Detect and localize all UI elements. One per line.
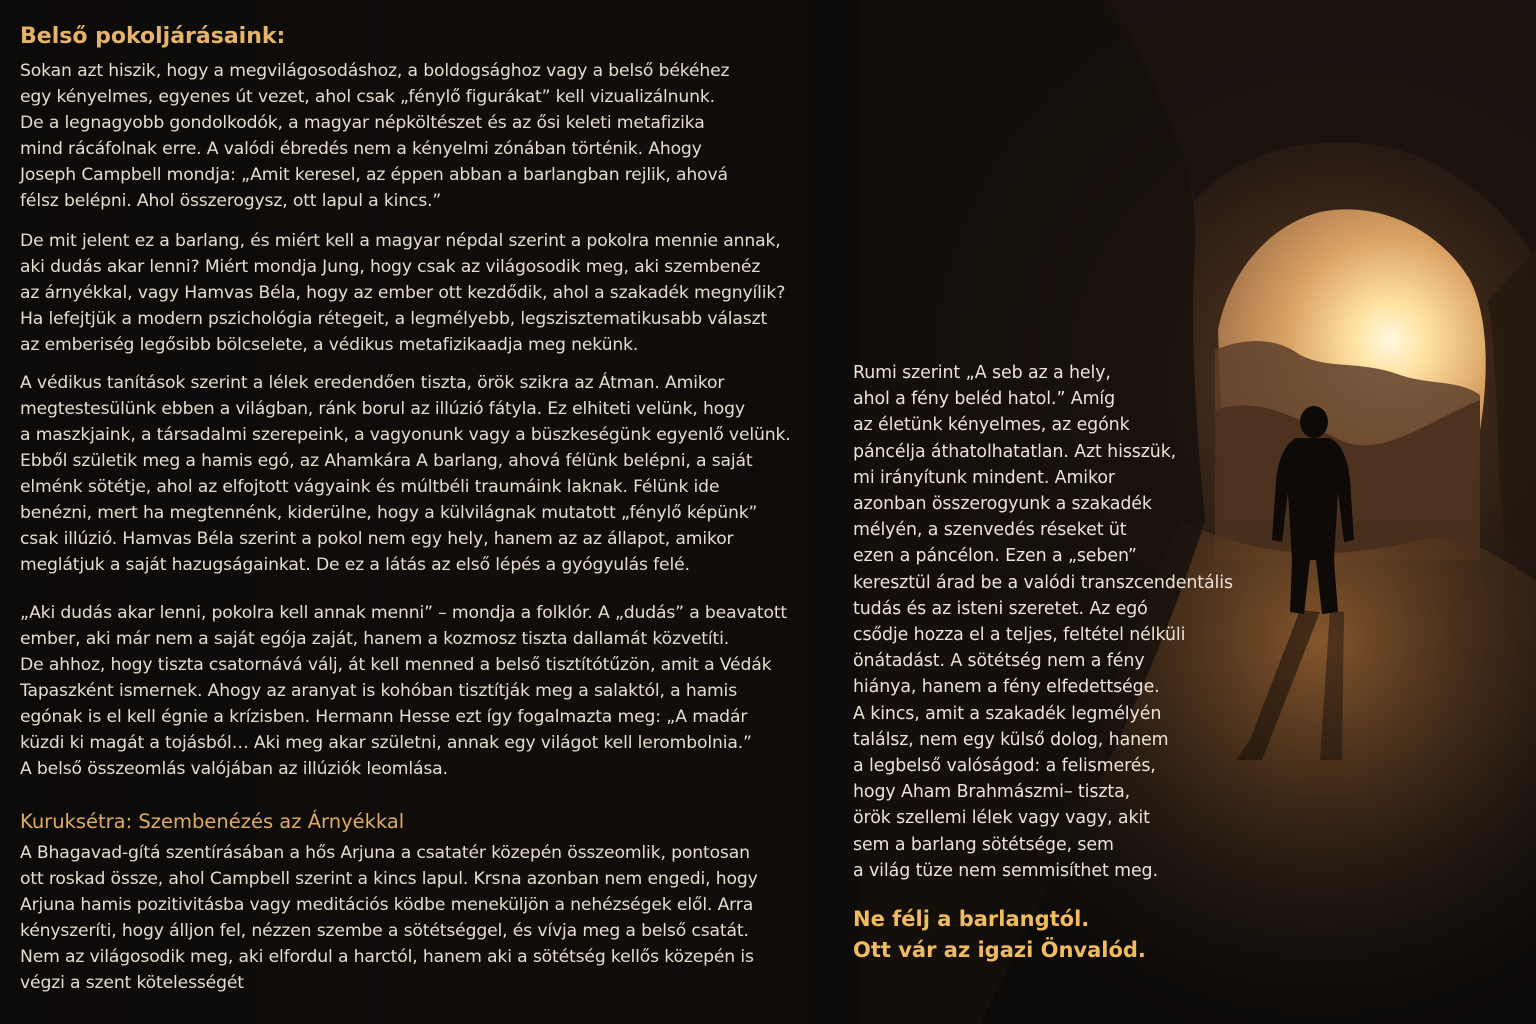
paragraph-vedic-teaching: A védikus tanítások szerint a lélek eredendően tiszta, örök szikra az Átman. Amikor megtestesülünk ebben a világban, ránk borul az illúzió fátyla. Ez elhiteti velünk, hogy a maszkjaink, a társadalmi szerepeink, a vagyonunk vagy a büszkeségünk egyenlő velünk. Ebből születik meg a hamis egó, az Ahamkára A barlang, ahová félünk belépni, a saját elménk sötétje, ahol az elfojtott vágyaink és múltbéli traumáink laknak. Félünk ide benézni, mert ha megtennénk, kiderülne, hogy a külvilágnak mutatott „fénylő képünk” csak illúzió. Hamvas Béla szerint a pokol nem egy hely, hanem az az állapot, amikor meglátjuk a saját hazugságainkat. De ez a látás az első lépés a gyógyulás felé.	[20, 373, 791, 575]
paragraph-cave-question: De mit jelent ez a barlang, és miért kell a magyar népdal szerint a pokolra mennie annak, aki dudás akar lenni? Miért mondja Jung, hogy csak az világosodik meg, aki szembenéz az árnyékkal, vagy Hamvas Béla, hogy az ember ott kezdődik, ahol a szakadék megnyílik? Ha lefejtjük a modern pszichológia rétegeit, a legmélyebb, legszisztematikusabb választ az emberiség legősibb bölcselete, a védikus metafizikaadja meg nekünk.	[20, 231, 786, 355]
closing-statement: Ne félj a barlangtól. Ott vár az igazi Önvalód.	[853, 907, 1146, 963]
paragraph-piper-folklore: „Aki dudás akar lenni, pokolra kell annak menni” – mondja a folklór. A „dudás” a beavatott ember, aki már nem a saját egója zaját, hanem a kozmosz tiszta dallamát közvetíti. De ahhoz, hogy tiszta csatornává válj, át kell menned a belső tisztítótűzön, amit a Védák Tapaszként ismernek. Ahogy az aranyat is kohóban tisztítják meg a salaktól, a hamis egónak is el kell égnie a krízisben. Hermann Hesse ezt így fogalmazta meg: „A madár küzdi ki magát a tojásból… Aki meg akar születni, annak egy világot kell lerombolnia.” A belső összeomlás valójában az illúziók leomlása.	[20, 603, 788, 779]
left-column	[20, 22, 840, 1008]
right-column	[853, 360, 1273, 966]
paragraph-bhagavad-gita: A Bhagavad-gítá szentírásában a hős Arjuna a csatatér közepén összeomlik, pontosan ott roskad össze, ahol Campbell szerint a kincs lapul. Krsna azonban nem engedi, hogy Arjuna hamis pozitivitásba vagy meditációs ködbe meneküljön a nehézségek elől. Arra kényszeríti, hogy álljon fel, nézzen szembe a sötétséggel, és vívja meg a belső csatát. Nem az világosodik meg, aki elfordul a harctól, hanem aki a sötétség kellős közepén is végzi a szent kötelességét	[20, 843, 758, 993]
paragraph-intro: Sokan azt hiszik, hogy a megvilágosodáshoz, a boldogsághoz vagy a belső békéhez egy kényelmes, egyenes út vezet, ahol csak „fénylő figurákat” kell vizualizálnunk. De a legnagyobb gondolkodók, a magyar népköltészet és az ősi keleti metafizika mind rácáfolnak erre. A valódi ébredés nem a kényelmi zónában történik. Ahogy Joseph Campbell mondja: „Amit keresel, az éppen abban a barlangban rejlik, ahová félsz belépni. Ahol összerogysz, ott lapul a kincs.”	[20, 61, 730, 211]
section-subheading: Kuruksétra: Szembenézés az Árnyékkal	[20, 810, 405, 833]
rumi-paragraph: Rumi szerint „A seb az a hely, ahol a fény beléd hatol.” Amíg az életünk kényelmes, az egónk páncélja áthatolhatatlan. Azt hisszük, mi irányítunk mindent. Amikor azonban összerogyunk a szakadék mélyén, a szenvedés réseket üt ezen a páncélon. Ezen a „seben” keresztül árad be a valódi transzcendentális tudás és az isteni szeretet. Az egó csődje hozza el a teljes, feltétel nélküli önátadást. A sötétség nem a fény hiánya, hanem a fény elfedettsége. A kincs, amit a szakadék legmélyén találsz, nem egy külső dolog, hanem a legbelső valóságod: a felismerés, hogy Aham Brahmászmi– tiszta, örök szellemi lélek vagy vagy, akit sem a barlang sötétsége, sem a világ tüze nem semmisíthet meg.	[853, 363, 1233, 881]
page-heading: Belső pokoljárásaink:	[20, 24, 286, 49]
